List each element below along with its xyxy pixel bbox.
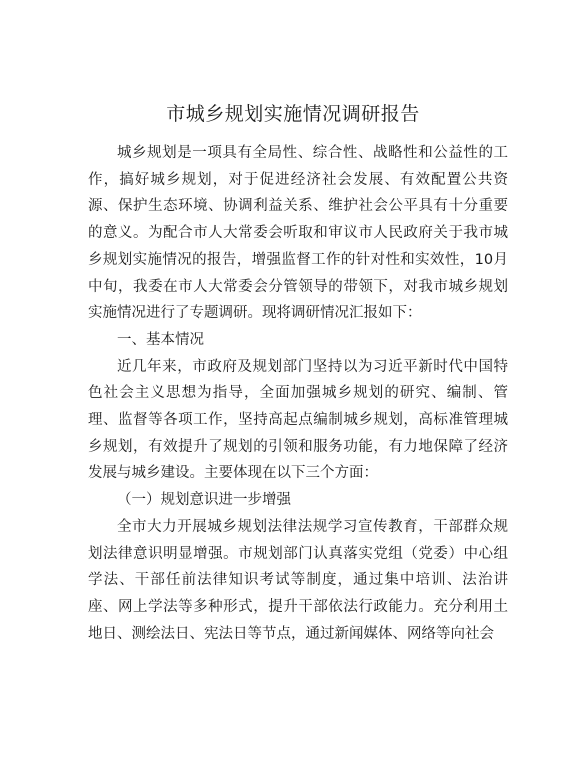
intro-paragraph: 城乡规划是一项具有全局性、综合性、战略性和公益性的工作，搞好城乡规划，对于促进经济社会发展、有效配置公共资源、保护生态环境、协调利益关系、维护社会公平具有十分重要的意义。为配合市人大常委会听取和审议市人民政府关于我市城乡规划实施情况的报告，增强监督工作的针对性和实效性，10月中旬，我委在市人大常委会分管领导的带领下，对我市城乡规划实施情况进行了专题调研。现将调研情况汇报如下： — [88, 145, 508, 322]
document-body — [88, 140, 508, 647]
subsection-paragraph-planning-awareness: 全市大力开展城乡规划法律法规学习宣传教育，干部群众规划法律意识明显增强。市规划部门认真落实党组（党委）中心组学法、干部任前法律知识考试等制度，通过集中培训、法治讲座、网上学法等多种形式，提升干部依法行政能力。充分利用土地日、测绘法日、宪法日等节点，通过新闻媒体、网络等向社会 — [88, 518, 508, 642]
section-paragraph-basic-situation: 近几年来，市政府及规划部门坚持以为习近平新时代中国特色社会主义思想为指导，全面加强城乡规划的研究、编制、管理、监督等各项工作，坚持高起点编制城乡规划，高标准管理城乡规划，有效提升了规划的引领和服务功能，有力地保障了经济发展与城乡建设。主要体现在以下三个方面： — [88, 358, 508, 482]
document-title: 市城乡规划实施情况调研报告 — [166, 103, 420, 125]
subsection-heading-planning-awareness: （一）规划意识进一步增强 — [117, 492, 291, 509]
section-heading-basic-situation: 一、基本情况 — [117, 331, 204, 348]
